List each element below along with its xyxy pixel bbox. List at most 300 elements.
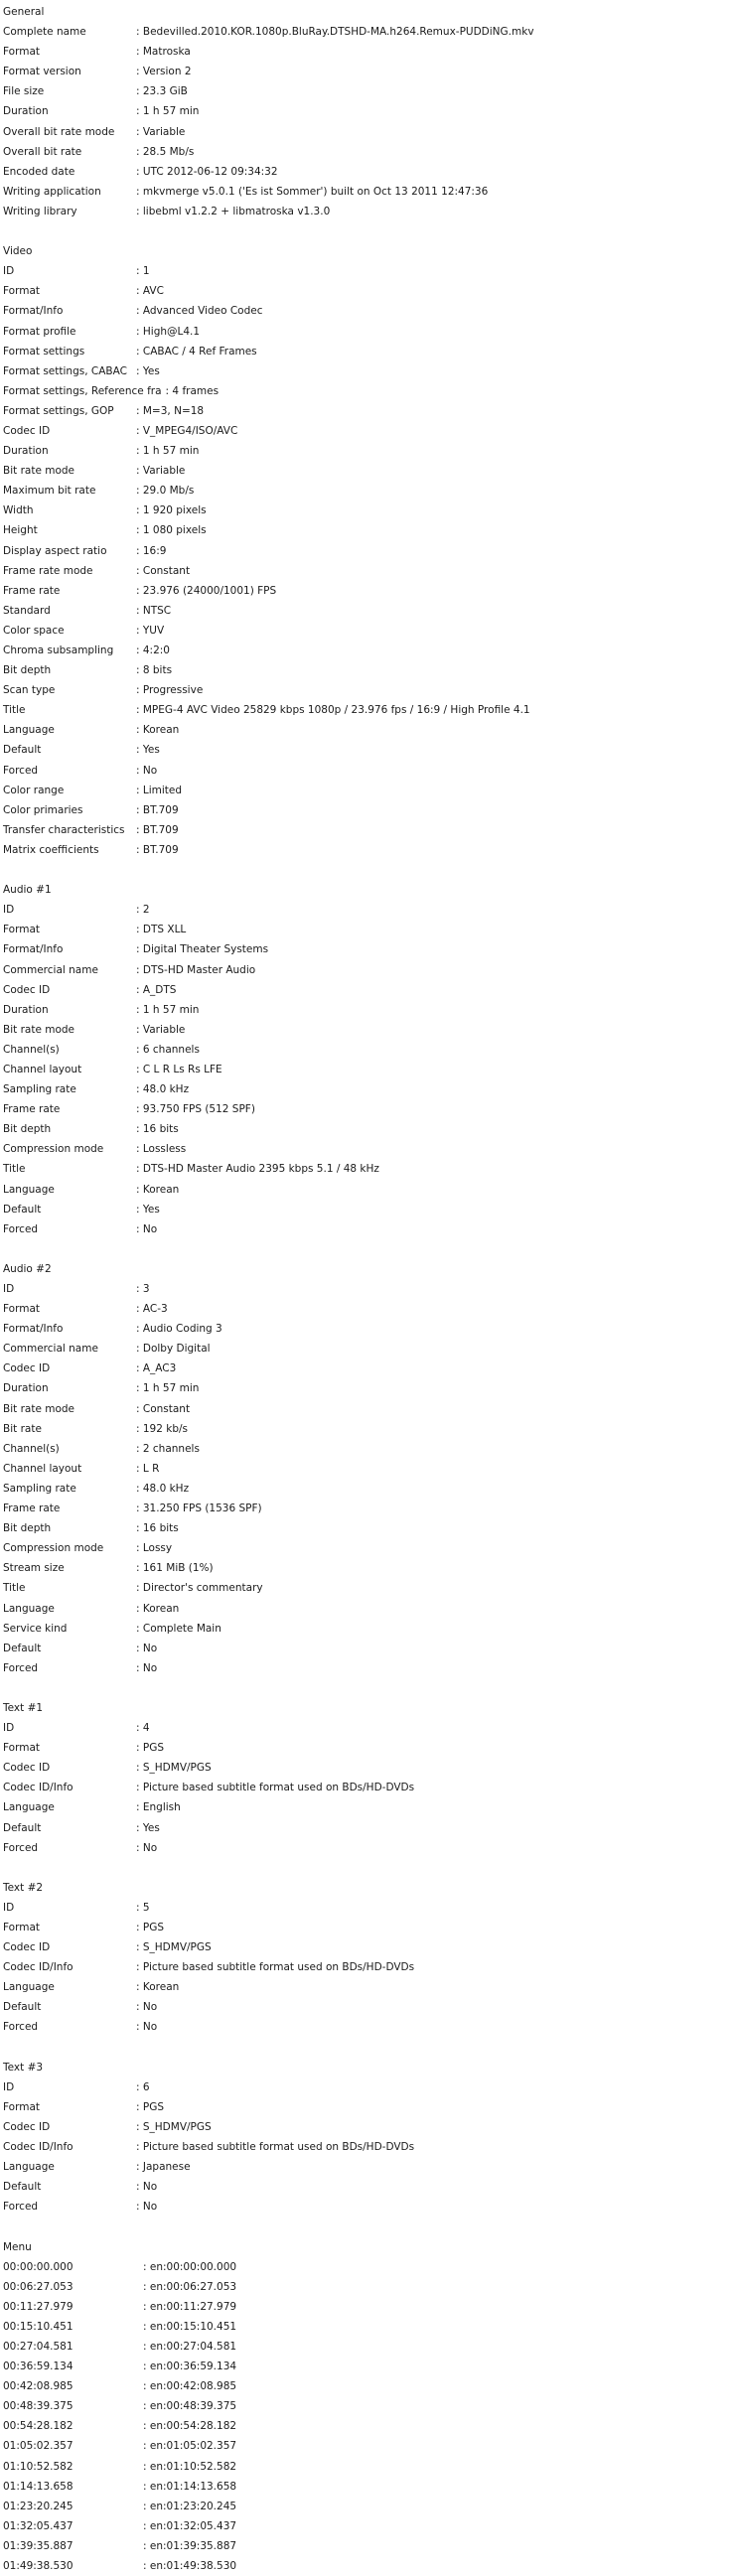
property-key: Frame rate bbox=[3, 1499, 136, 1518]
property-key: 00:00:00.000 bbox=[3, 2257, 143, 2277]
property-row bbox=[3, 900, 735, 920]
property-value: : en:00:11:27.979 bbox=[143, 2297, 236, 2317]
property-row bbox=[3, 1339, 735, 1359]
property-key: Default bbox=[3, 1639, 136, 1658]
property-key: Height bbox=[3, 520, 136, 540]
property-value: : DTS XLL bbox=[136, 920, 186, 939]
property-value: : Korean bbox=[136, 720, 179, 740]
section-heading: Text #3 bbox=[3, 2058, 735, 2077]
property-row bbox=[3, 421, 735, 441]
property-value: : No bbox=[136, 1639, 157, 1658]
property-row bbox=[3, 1639, 735, 1658]
property-row bbox=[3, 1200, 735, 1219]
section-heading: Menu bbox=[3, 2237, 735, 2257]
section-menu bbox=[3, 2237, 735, 2576]
property-row bbox=[3, 1538, 735, 1558]
property-key: Format/Info bbox=[3, 939, 136, 959]
property-key: File size bbox=[3, 81, 136, 101]
property-value: : PGS bbox=[136, 1918, 164, 1937]
property-key: Service kind bbox=[3, 1619, 136, 1639]
property-key: Language bbox=[3, 2157, 136, 2177]
property-row bbox=[3, 361, 735, 381]
property-row bbox=[3, 939, 735, 959]
property-row bbox=[3, 1219, 735, 1239]
property-value: : 6 bbox=[136, 2077, 150, 2097]
property-key: Forced bbox=[3, 2197, 136, 2217]
property-value: : S_HDMV/PGS bbox=[136, 2117, 212, 2137]
property-key: ID bbox=[3, 1279, 136, 1299]
property-value: : 48.0 kHz bbox=[136, 1479, 189, 1499]
property-key: Stream size bbox=[3, 1558, 136, 1578]
property-value: : Korean bbox=[136, 1180, 179, 1200]
property-key: Codec ID/Info bbox=[3, 1957, 136, 1977]
property-key: 00:54:28.182 bbox=[3, 2416, 143, 2436]
property-key: 01:14:13.658 bbox=[3, 2477, 143, 2497]
property-value: : Yes bbox=[136, 1200, 160, 1219]
property-key: Duration bbox=[3, 441, 136, 461]
property-key: Width bbox=[3, 501, 136, 520]
property-value: : Dolby Digital bbox=[136, 1339, 211, 1359]
property-row bbox=[3, 1299, 735, 1319]
section-general bbox=[3, 2, 735, 221]
property-key: Compression mode bbox=[3, 1538, 136, 1558]
property-row bbox=[3, 720, 735, 740]
property-value: : en:01:49:38.530 bbox=[143, 2556, 236, 2576]
property-key: Writing library bbox=[3, 202, 136, 221]
property-row bbox=[3, 700, 735, 720]
property-value: : mkvmerge v5.0.1 ('Es ist Sommer') built on Oct 13 2011 12:47:36 bbox=[136, 182, 488, 202]
property-value: : 2 bbox=[136, 900, 150, 920]
property-key: Format/Info bbox=[3, 301, 136, 321]
property-row bbox=[3, 980, 735, 1000]
property-row bbox=[3, 2396, 735, 2416]
section-heading: Text #2 bbox=[3, 1878, 735, 1898]
property-key: Format settings, Reference fra bbox=[3, 381, 166, 401]
property-key: Sampling rate bbox=[3, 1079, 136, 1099]
property-value: : 1 h 57 min bbox=[136, 1000, 199, 1020]
property-row bbox=[3, 1918, 735, 1937]
property-value: : A_DTS bbox=[136, 980, 176, 1000]
property-value: : Korean bbox=[136, 1599, 179, 1619]
property-row bbox=[3, 2297, 735, 2317]
property-value: : en:00:42:08.985 bbox=[143, 2376, 236, 2396]
property-key: Title bbox=[3, 1159, 136, 1179]
property-value: : DTS-HD Master Audio bbox=[136, 960, 255, 980]
property-value: : Version 2 bbox=[136, 62, 192, 81]
property-row bbox=[3, 1578, 735, 1598]
property-value: : 23.3 GiB bbox=[136, 81, 188, 101]
property-value: : 4 frames bbox=[166, 381, 220, 401]
property-value: : No bbox=[136, 1658, 157, 1678]
property-value: : 1 920 pixels bbox=[136, 501, 207, 520]
property-row bbox=[3, 481, 735, 501]
property-row bbox=[3, 101, 735, 121]
property-value: : 48.0 kHz bbox=[136, 1079, 189, 1099]
section-text-2 bbox=[3, 1878, 735, 2038]
property-key: Matrix coefficients bbox=[3, 840, 136, 860]
property-value: : en:00:27:04.581 bbox=[143, 2337, 236, 2357]
property-key: Bit rate mode bbox=[3, 1399, 136, 1419]
property-value: : Korean bbox=[136, 1977, 179, 1997]
property-value: : en:00:06:27.053 bbox=[143, 2277, 236, 2297]
property-key: Default bbox=[3, 2177, 136, 2197]
property-value: : 16 bits bbox=[136, 1119, 179, 1139]
property-value: : No bbox=[136, 2177, 157, 2197]
property-value: : Picture based subtitle format used on BDs/HD-DVDs bbox=[136, 1778, 414, 1797]
property-key: Format/Info bbox=[3, 1319, 136, 1339]
property-row bbox=[3, 1359, 735, 1378]
property-value: : 31.250 FPS (1536 SPF) bbox=[136, 1499, 262, 1518]
property-row bbox=[3, 840, 735, 860]
property-key: Forced bbox=[3, 2017, 136, 2037]
property-key: Format bbox=[3, 1918, 136, 1937]
property-key: Frame rate bbox=[3, 581, 136, 601]
section-heading: General bbox=[3, 2, 735, 22]
property-row bbox=[3, 461, 735, 481]
property-value: : 29.0 Mb/s bbox=[136, 481, 194, 501]
property-row bbox=[3, 641, 735, 660]
property-row bbox=[3, 1119, 735, 1139]
property-key: Standard bbox=[3, 601, 136, 621]
property-value: : 1 h 57 min bbox=[136, 1378, 199, 1398]
property-row bbox=[3, 1558, 735, 1578]
property-row bbox=[3, 2556, 735, 2576]
property-value: : High@L4.1 bbox=[136, 322, 200, 342]
property-value: : Japanese bbox=[136, 2157, 191, 2177]
section-audio-2 bbox=[3, 1259, 735, 1678]
property-key: Format settings, GOP bbox=[3, 401, 136, 421]
property-value: : 1 080 pixels bbox=[136, 520, 207, 540]
property-row bbox=[3, 1838, 735, 1858]
property-key: Forced bbox=[3, 761, 136, 781]
property-value: : PGS bbox=[136, 1738, 164, 1758]
property-value: : en:00:15:10.451 bbox=[143, 2317, 236, 2337]
property-row bbox=[3, 81, 735, 101]
property-key: Bit rate bbox=[3, 1419, 136, 1439]
property-value: : No bbox=[136, 1219, 157, 1239]
property-row bbox=[3, 2257, 735, 2277]
property-value: : 23.976 (24000/1001) FPS bbox=[136, 581, 276, 601]
property-value: : 1 h 57 min bbox=[136, 101, 199, 121]
property-key: 00:11:27.979 bbox=[3, 2297, 143, 2317]
property-value: : S_HDMV/PGS bbox=[136, 1937, 212, 1957]
property-row bbox=[3, 381, 735, 401]
property-row bbox=[3, 1898, 735, 1918]
property-key: Codec ID/Info bbox=[3, 2137, 136, 2157]
property-key: Format profile bbox=[3, 322, 136, 342]
property-value: : No bbox=[136, 1997, 157, 2017]
property-value: : 1 bbox=[136, 261, 150, 281]
property-value: : English bbox=[136, 1797, 181, 1817]
property-value: : Variable bbox=[136, 122, 185, 142]
property-value: : 161 MiB (1%) bbox=[136, 1558, 214, 1578]
property-row bbox=[3, 1079, 735, 1099]
property-value: : Variable bbox=[136, 461, 185, 481]
property-value: : 8 bits bbox=[136, 660, 172, 680]
property-value: : DTS-HD Master Audio 2395 kbps 5.1 / 48 kHz bbox=[136, 1159, 379, 1179]
property-value: : No bbox=[136, 2197, 157, 2217]
property-value: : 4:2:0 bbox=[136, 641, 170, 660]
property-value: : 16 bits bbox=[136, 1518, 179, 1538]
property-key: Color primaries bbox=[3, 800, 136, 820]
property-row bbox=[3, 1439, 735, 1459]
property-value: : Picture based subtitle format used on BDs/HD-DVDs bbox=[136, 1957, 414, 1977]
property-row bbox=[3, 680, 735, 700]
property-row bbox=[3, 62, 735, 81]
property-key: 00:36:59.134 bbox=[3, 2357, 143, 2376]
property-value: : Advanced Video Codec bbox=[136, 301, 263, 321]
property-key: Overall bit rate bbox=[3, 142, 136, 162]
property-row bbox=[3, 601, 735, 621]
property-row bbox=[3, 761, 735, 781]
property-row bbox=[3, 1797, 735, 1817]
property-key: Channel layout bbox=[3, 1459, 136, 1479]
property-value: : Lossy bbox=[136, 1538, 172, 1558]
property-key: Forced bbox=[3, 1219, 136, 1239]
property-key: 01:39:35.887 bbox=[3, 2536, 143, 2556]
property-key: Overall bit rate mode bbox=[3, 122, 136, 142]
property-value: : Progressive bbox=[136, 680, 203, 700]
property-value: : Yes bbox=[136, 361, 160, 381]
property-key: Channel(s) bbox=[3, 1439, 136, 1459]
property-key: Display aspect ratio bbox=[3, 541, 136, 561]
property-row bbox=[3, 1180, 735, 1200]
property-value: : 3 bbox=[136, 1279, 150, 1299]
property-row bbox=[3, 122, 735, 142]
property-value: : en:00:54:28.182 bbox=[143, 2416, 236, 2436]
property-value: : M=3, N=18 bbox=[136, 401, 204, 421]
property-row bbox=[3, 2477, 735, 2497]
property-key: Bit depth bbox=[3, 1119, 136, 1139]
property-key: Bit rate mode bbox=[3, 1020, 136, 1040]
property-key: Language bbox=[3, 1977, 136, 1997]
property-row bbox=[3, 42, 735, 62]
property-key: Format version bbox=[3, 62, 136, 81]
property-key: Language bbox=[3, 1180, 136, 1200]
property-key: Channel(s) bbox=[3, 1040, 136, 1060]
property-row bbox=[3, 920, 735, 939]
property-row bbox=[3, 261, 735, 281]
property-key: Language bbox=[3, 720, 136, 740]
property-key: Commercial name bbox=[3, 1339, 136, 1359]
section-audio-1 bbox=[3, 880, 735, 1239]
property-row bbox=[3, 1399, 735, 1419]
property-row bbox=[3, 2097, 735, 2117]
property-row bbox=[3, 621, 735, 641]
property-row bbox=[3, 520, 735, 540]
property-row bbox=[3, 1279, 735, 1299]
property-value: : 5 bbox=[136, 1898, 150, 1918]
property-row bbox=[3, 202, 735, 221]
property-key: Codec ID bbox=[3, 421, 136, 441]
property-row bbox=[3, 1518, 735, 1538]
property-key: Format bbox=[3, 42, 136, 62]
property-row bbox=[3, 1818, 735, 1838]
property-value: : 16:9 bbox=[136, 541, 166, 561]
property-value: : en:00:00:00.000 bbox=[143, 2257, 236, 2277]
property-value: : YUV bbox=[136, 621, 164, 641]
property-row bbox=[3, 561, 735, 581]
property-key: Default bbox=[3, 740, 136, 760]
property-value: : 1 h 57 min bbox=[136, 441, 199, 461]
property-row bbox=[3, 1000, 735, 1020]
property-key: Format settings bbox=[3, 342, 136, 361]
property-row bbox=[3, 281, 735, 301]
property-key: Complete name bbox=[3, 22, 136, 42]
property-row bbox=[3, 1997, 735, 2017]
property-key: Default bbox=[3, 1200, 136, 1219]
property-value: : en:01:39:35.887 bbox=[143, 2536, 236, 2556]
property-key: Codec ID bbox=[3, 1937, 136, 1957]
property-row bbox=[3, 2117, 735, 2137]
property-key: Frame rate bbox=[3, 1099, 136, 1119]
property-row bbox=[3, 1499, 735, 1518]
property-row bbox=[3, 820, 735, 840]
property-row bbox=[3, 2017, 735, 2037]
property-row bbox=[3, 2497, 735, 2516]
property-value: : NTSC bbox=[136, 601, 171, 621]
property-key: ID bbox=[3, 261, 136, 281]
property-key: Title bbox=[3, 700, 136, 720]
section-video bbox=[3, 241, 735, 860]
property-row bbox=[3, 1419, 735, 1439]
property-key: Format settings, CABAC bbox=[3, 361, 136, 381]
property-key: Codec ID/Info bbox=[3, 1778, 136, 1797]
property-key: Bit depth bbox=[3, 1518, 136, 1538]
property-row bbox=[3, 960, 735, 980]
property-key: Maximum bit rate bbox=[3, 481, 136, 501]
property-key: Codec ID bbox=[3, 1758, 136, 1778]
property-row bbox=[3, 2516, 735, 2536]
section-heading: Video bbox=[3, 241, 735, 261]
property-row bbox=[3, 2416, 735, 2436]
property-row bbox=[3, 541, 735, 561]
property-value: : PGS bbox=[136, 2097, 164, 2117]
property-key: 01:32:05.437 bbox=[3, 2516, 143, 2536]
property-value: : AVC bbox=[136, 281, 164, 301]
property-key: 00:27:04.581 bbox=[3, 2337, 143, 2357]
property-row bbox=[3, 182, 735, 202]
property-row bbox=[3, 441, 735, 461]
property-key: 01:23:20.245 bbox=[3, 2497, 143, 2516]
property-value: : Limited bbox=[136, 781, 182, 800]
property-row bbox=[3, 1718, 735, 1738]
property-value: : Digital Theater Systems bbox=[136, 939, 268, 959]
section-heading: Audio #1 bbox=[3, 880, 735, 900]
property-row bbox=[3, 162, 735, 182]
property-row bbox=[3, 2177, 735, 2197]
property-key: Writing application bbox=[3, 182, 136, 202]
property-row bbox=[3, 1599, 735, 1619]
property-value: : en:00:36:59.134 bbox=[143, 2357, 236, 2376]
property-value: : Bedevilled.2010.KOR.1080p.BluRay.DTSHD-MA.h264.Remux-PUDDiNG.mkv bbox=[136, 22, 534, 42]
property-row bbox=[3, 1040, 735, 1060]
property-key: ID bbox=[3, 1898, 136, 1918]
property-key: Sampling rate bbox=[3, 1479, 136, 1499]
property-value: : 28.5 Mb/s bbox=[136, 142, 194, 162]
property-value: : Variable bbox=[136, 1020, 185, 1040]
property-value: : libebml v1.2.2 + libmatroska v1.3.0 bbox=[136, 202, 330, 221]
property-value: : L R bbox=[136, 1459, 159, 1479]
property-value: : BT.709 bbox=[136, 800, 179, 820]
property-key: Format bbox=[3, 920, 136, 939]
property-row bbox=[3, 800, 735, 820]
property-row bbox=[3, 342, 735, 361]
property-row bbox=[3, 2337, 735, 2357]
property-value: : Complete Main bbox=[136, 1619, 221, 1639]
property-key: 00:15:10.451 bbox=[3, 2317, 143, 2337]
property-row bbox=[3, 1738, 735, 1758]
property-key: Encoded date bbox=[3, 162, 136, 182]
property-row bbox=[3, 1957, 735, 1977]
property-row bbox=[3, 2457, 735, 2477]
property-value: : en:01:05:02.357 bbox=[143, 2436, 236, 2456]
property-key: Codec ID bbox=[3, 2117, 136, 2137]
property-key: Scan type bbox=[3, 680, 136, 700]
property-row bbox=[3, 1619, 735, 1639]
property-row bbox=[3, 2436, 735, 2456]
property-key: Title bbox=[3, 1578, 136, 1598]
property-value: : BT.709 bbox=[136, 820, 179, 840]
property-value: : UTC 2012-06-12 09:34:32 bbox=[136, 162, 278, 182]
property-value: : 6 channels bbox=[136, 1040, 200, 1060]
property-key: Compression mode bbox=[3, 1139, 136, 1159]
property-row bbox=[3, 1060, 735, 1079]
property-key: Color space bbox=[3, 621, 136, 641]
property-value: : en:01:14:13.658 bbox=[143, 2477, 236, 2497]
property-row bbox=[3, 2077, 735, 2097]
property-row bbox=[3, 2376, 735, 2396]
property-key: 01:05:02.357 bbox=[3, 2436, 143, 2456]
property-value: : 93.750 FPS (512 SPF) bbox=[136, 1099, 255, 1119]
property-value: : Picture based subtitle format used on BDs/HD-DVDs bbox=[136, 2137, 414, 2157]
property-row bbox=[3, 1479, 735, 1499]
property-row bbox=[3, 301, 735, 321]
property-row bbox=[3, 1139, 735, 1159]
property-key: Channel layout bbox=[3, 1060, 136, 1079]
property-value: : Constant bbox=[136, 1399, 190, 1419]
property-key: Duration bbox=[3, 101, 136, 121]
property-value: : Yes bbox=[136, 1818, 160, 1838]
property-key: ID bbox=[3, 1718, 136, 1738]
property-value: : C L R Ls Rs LFE bbox=[136, 1060, 222, 1079]
property-row bbox=[3, 322, 735, 342]
property-row bbox=[3, 1459, 735, 1479]
property-row bbox=[3, 1020, 735, 1040]
property-key: ID bbox=[3, 2077, 136, 2097]
property-value: : AC-3 bbox=[136, 1299, 168, 1319]
property-value: : Audio Coding 3 bbox=[136, 1319, 222, 1339]
property-value: : en:00:48:39.375 bbox=[143, 2396, 236, 2416]
property-key: Format bbox=[3, 1738, 136, 1758]
property-value: : Director's commentary bbox=[136, 1578, 263, 1598]
property-value: : Constant bbox=[136, 561, 190, 581]
property-key: Duration bbox=[3, 1378, 136, 1398]
property-key: Color range bbox=[3, 781, 136, 800]
property-value: : No bbox=[136, 761, 157, 781]
property-row bbox=[3, 1099, 735, 1119]
property-key: Format bbox=[3, 281, 136, 301]
property-value: : Matroska bbox=[136, 42, 191, 62]
property-row bbox=[3, 1658, 735, 1678]
property-key: Forced bbox=[3, 1838, 136, 1858]
property-key: Codec ID bbox=[3, 1359, 136, 1378]
property-row bbox=[3, 2536, 735, 2556]
property-key: 00:06:27.053 bbox=[3, 2277, 143, 2297]
property-row bbox=[3, 581, 735, 601]
property-row bbox=[3, 2357, 735, 2376]
property-key: Default bbox=[3, 1997, 136, 2017]
